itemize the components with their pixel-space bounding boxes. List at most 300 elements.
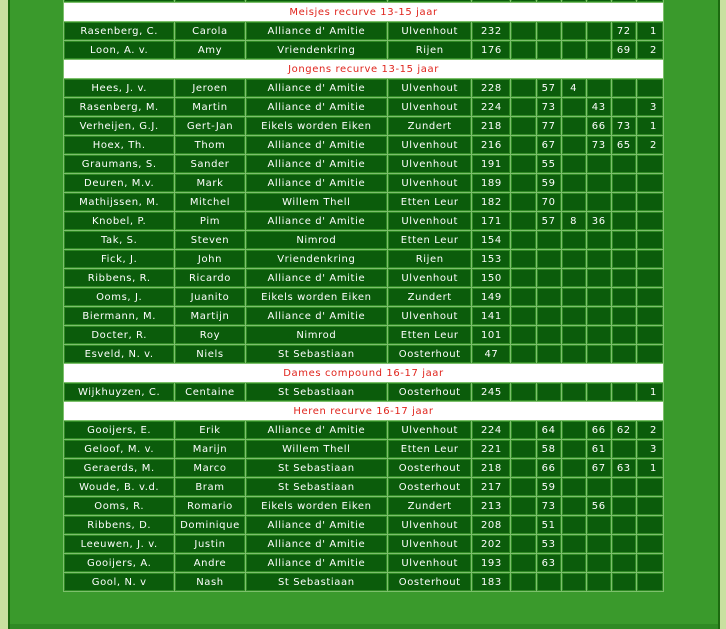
cell-place: Ulvenhout bbox=[388, 155, 471, 173]
cell-score-3 bbox=[562, 41, 586, 59]
cell-score-3 bbox=[562, 573, 586, 591]
cell-club: St Sebastiaan bbox=[246, 383, 387, 401]
cell-total: 149 bbox=[472, 288, 510, 306]
cell-name: Verheijen, G.J. bbox=[64, 117, 174, 135]
table-row bbox=[64, 22, 663, 40]
cell-score-5 bbox=[612, 497, 636, 515]
cell-position bbox=[637, 174, 663, 192]
cell-club: Nimrod bbox=[246, 326, 387, 344]
cell-club: Eikels worden Eiken bbox=[246, 117, 387, 135]
cell-score-1 bbox=[511, 22, 535, 40]
cell-club: Alliance d' Amitie bbox=[246, 22, 387, 40]
table-row bbox=[64, 459, 663, 477]
cell-place: Oosterhout bbox=[388, 383, 471, 401]
cell-first-name: Roy bbox=[175, 326, 244, 344]
cell-score-3 bbox=[562, 535, 586, 553]
cell-score-5: 73 bbox=[612, 117, 636, 135]
cell-score-5 bbox=[612, 573, 636, 591]
cell-name: Ribbens, R. bbox=[64, 269, 174, 287]
cell-score-3 bbox=[562, 117, 586, 135]
cell-score-2: 64 bbox=[537, 421, 561, 439]
cell-first-name: Romario bbox=[175, 497, 244, 515]
table-row bbox=[64, 326, 663, 344]
cell-total: 228 bbox=[472, 79, 510, 97]
cell-position: 1 bbox=[637, 117, 663, 135]
cell-score-3 bbox=[562, 478, 586, 496]
cell-club: Alliance d' Amitie bbox=[246, 516, 387, 534]
cell-score-1 bbox=[511, 345, 535, 363]
cell-score-1 bbox=[511, 136, 535, 154]
cell-position: 1 bbox=[637, 22, 663, 40]
cell-score-3 bbox=[562, 155, 586, 173]
cell-score-5 bbox=[612, 307, 636, 325]
cell-position bbox=[637, 193, 663, 211]
cell-score-1 bbox=[511, 478, 535, 496]
cell-name: Esveld, N. v. bbox=[64, 345, 174, 363]
cell-club: Alliance d' Amitie bbox=[246, 421, 387, 439]
cell-score-4: 61 bbox=[587, 440, 611, 458]
cell-position bbox=[637, 516, 663, 534]
cell-name: Wijkhuyzen, C. bbox=[64, 383, 174, 401]
cell-position bbox=[637, 535, 663, 553]
cell-total: 150 bbox=[472, 269, 510, 287]
cell-score-2: 58 bbox=[537, 440, 561, 458]
table-row bbox=[64, 79, 663, 97]
cell-place: Zundert bbox=[388, 497, 471, 515]
cell-total: 183 bbox=[472, 573, 510, 591]
cell-position bbox=[637, 79, 663, 97]
cell-place: Ulvenhout bbox=[388, 421, 471, 439]
cell-name: Geloof, M. v. bbox=[64, 440, 174, 458]
cell-first-name: Niels bbox=[175, 345, 244, 363]
cell-score-5 bbox=[612, 516, 636, 534]
cell-score-4 bbox=[587, 345, 611, 363]
cell-total: 216 bbox=[472, 136, 510, 154]
cell-first-name: Mark bbox=[175, 174, 244, 192]
cell-first-name: Amy bbox=[175, 41, 244, 59]
cell-score-1 bbox=[511, 79, 535, 97]
cell-score-1 bbox=[511, 250, 535, 268]
cell-club: St Sebastiaan bbox=[246, 345, 387, 363]
cell-name: Loon, A. v. bbox=[64, 41, 174, 59]
cell-score-4 bbox=[587, 79, 611, 97]
table-row bbox=[64, 307, 663, 325]
cell-total: 224 bbox=[472, 98, 510, 116]
cell-place: Rijen bbox=[388, 41, 471, 59]
frame-edge-left bbox=[0, 0, 8, 629]
cell-score-2 bbox=[537, 383, 561, 401]
section-header-row bbox=[64, 402, 663, 420]
cell-score-2 bbox=[537, 41, 561, 59]
cell-score-3 bbox=[562, 174, 586, 192]
cell-first-name: Andre bbox=[175, 554, 244, 572]
cell-score-4: 66 bbox=[587, 421, 611, 439]
cell-score-1 bbox=[511, 554, 535, 572]
cell-position bbox=[637, 250, 663, 268]
table-row bbox=[64, 155, 663, 173]
cell-club: Alliance d' Amitie bbox=[246, 269, 387, 287]
cell-score-4 bbox=[587, 383, 611, 401]
cell-club: Eikels worden Eiken bbox=[246, 497, 387, 515]
cell-place: Ulvenhout bbox=[388, 307, 471, 325]
table-row bbox=[64, 250, 663, 268]
cell-first-name: Dominique bbox=[175, 516, 244, 534]
cell-position bbox=[637, 155, 663, 173]
cell-position: 3 bbox=[637, 98, 663, 116]
cell-position bbox=[637, 288, 663, 306]
cell-name: Hees, J. v. bbox=[64, 79, 174, 97]
cell-score-3 bbox=[562, 326, 586, 344]
cell-place: Etten Leur bbox=[388, 193, 471, 211]
cell-total: 232 bbox=[472, 22, 510, 40]
cell-score-4 bbox=[587, 269, 611, 287]
cell-score-5: 69 bbox=[612, 41, 636, 59]
cell-score-1 bbox=[511, 193, 535, 211]
cell-club: Alliance d' Amitie bbox=[246, 98, 387, 116]
table-row bbox=[64, 231, 663, 249]
cell-total: 153 bbox=[472, 250, 510, 268]
cell-score-4: 73 bbox=[587, 136, 611, 154]
cell-first-name: Steven bbox=[175, 231, 244, 249]
cell-score-3 bbox=[562, 193, 586, 211]
cell-name: Mathijssen, M. bbox=[64, 193, 174, 211]
cell-score-2 bbox=[537, 269, 561, 287]
cell-score-3 bbox=[562, 345, 586, 363]
cell-total: 191 bbox=[472, 155, 510, 173]
cell-first-name: Gert-Jan bbox=[175, 117, 244, 135]
cell-score-4 bbox=[587, 535, 611, 553]
cell-score-5 bbox=[612, 212, 636, 230]
cell-score-2 bbox=[537, 307, 561, 325]
cell-score-1 bbox=[511, 573, 535, 591]
cell-total: 141 bbox=[472, 307, 510, 325]
cell-club: Willem Thell bbox=[246, 193, 387, 211]
cell-score-5 bbox=[612, 288, 636, 306]
cell-score-3 bbox=[562, 269, 586, 287]
cell-score-2: 51 bbox=[537, 516, 561, 534]
cell-position: 2 bbox=[637, 41, 663, 59]
cell-score-4 bbox=[587, 250, 611, 268]
cell-score-2: 66 bbox=[537, 459, 561, 477]
cell-total: 245 bbox=[472, 383, 510, 401]
cell-score-4 bbox=[587, 573, 611, 591]
cell-score-4: 67 bbox=[587, 459, 611, 477]
cell-score-2 bbox=[537, 573, 561, 591]
cell-score-5 bbox=[612, 478, 636, 496]
cell-name: Fick, J. bbox=[64, 250, 174, 268]
cell-position: 1 bbox=[637, 383, 663, 401]
table-row bbox=[64, 136, 663, 154]
cell-first-name: Ricardo bbox=[175, 269, 244, 287]
cell-score-4 bbox=[587, 307, 611, 325]
cell-score-5 bbox=[612, 440, 636, 458]
cell-name: Knobel, P. bbox=[64, 212, 174, 230]
cell-total: 213 bbox=[472, 497, 510, 515]
cell-position: 3 bbox=[637, 440, 663, 458]
cell-score-2 bbox=[537, 250, 561, 268]
cell-name: Gooijers, E. bbox=[64, 421, 174, 439]
cell-score-4 bbox=[587, 231, 611, 249]
cell-name: Leeuwen, J. v. bbox=[64, 535, 174, 553]
cell-score-3 bbox=[562, 98, 586, 116]
cell-score-5 bbox=[612, 383, 636, 401]
cell-score-3 bbox=[562, 307, 586, 325]
cell-name: Ooms, R. bbox=[64, 497, 174, 515]
cell-score-2 bbox=[537, 345, 561, 363]
cell-name: Gool, N. v bbox=[64, 573, 174, 591]
cell-score-5 bbox=[612, 231, 636, 249]
cell-position bbox=[637, 554, 663, 572]
cell-score-3: 4 bbox=[562, 79, 586, 97]
cell-club: St Sebastiaan bbox=[246, 459, 387, 477]
cell-club: Alliance d' Amitie bbox=[246, 155, 387, 173]
table-row bbox=[64, 174, 663, 192]
cell-position bbox=[637, 307, 663, 325]
cell-score-2: 67 bbox=[537, 136, 561, 154]
cell-name: Rasenberg, M. bbox=[64, 98, 174, 116]
cell-score-1 bbox=[511, 383, 535, 401]
cell-club: Vriendenkring bbox=[246, 250, 387, 268]
cell-club: Alliance d' Amitie bbox=[246, 79, 387, 97]
cell-club: St Sebastiaan bbox=[246, 573, 387, 591]
table-row bbox=[64, 345, 663, 363]
cell-place: Ulvenhout bbox=[388, 79, 471, 97]
cell-score-1 bbox=[511, 326, 535, 344]
results-body bbox=[64, 0, 663, 591]
table-row bbox=[64, 117, 663, 135]
cell-score-5 bbox=[612, 155, 636, 173]
cell-first-name: Justin bbox=[175, 535, 244, 553]
cell-name: Rasenberg, C. bbox=[64, 22, 174, 40]
cell-club: Nimrod bbox=[246, 231, 387, 249]
cell-score-5 bbox=[612, 250, 636, 268]
cell-position bbox=[637, 212, 663, 230]
cell-score-4 bbox=[587, 554, 611, 572]
cell-score-1 bbox=[511, 307, 535, 325]
cell-name: Hoex, Th. bbox=[64, 136, 174, 154]
cell-place: Ulvenhout bbox=[388, 212, 471, 230]
cell-score-5 bbox=[612, 269, 636, 287]
cell-score-4: 43 bbox=[587, 98, 611, 116]
cell-score-3 bbox=[562, 383, 586, 401]
table-row bbox=[64, 288, 663, 306]
cell-place: Zundert bbox=[388, 288, 471, 306]
cell-score-2: 57 bbox=[537, 212, 561, 230]
cell-club: Alliance d' Amitie bbox=[246, 307, 387, 325]
cell-club: Alliance d' Amitie bbox=[246, 212, 387, 230]
cell-score-2 bbox=[537, 231, 561, 249]
cell-place: Oosterhout bbox=[388, 478, 471, 496]
cell-position: 2 bbox=[637, 421, 663, 439]
cell-score-1 bbox=[511, 41, 535, 59]
cell-total: 47 bbox=[472, 345, 510, 363]
cell-score-2 bbox=[537, 288, 561, 306]
cell-name: Graumans, S. bbox=[64, 155, 174, 173]
cell-total: 182 bbox=[472, 193, 510, 211]
table-row bbox=[64, 440, 663, 458]
cell-place: Rijen bbox=[388, 250, 471, 268]
cell-club: St Sebastiaan bbox=[246, 478, 387, 496]
cell-score-3 bbox=[562, 459, 586, 477]
cell-name: Geraerds, M. bbox=[64, 459, 174, 477]
cell-score-4 bbox=[587, 22, 611, 40]
cell-score-1 bbox=[511, 98, 535, 116]
cell-name: Tak, S. bbox=[64, 231, 174, 249]
cell-score-4 bbox=[587, 41, 611, 59]
cell-score-2: 53 bbox=[537, 535, 561, 553]
cell-first-name: Sander bbox=[175, 155, 244, 173]
cell-place: Ulvenhout bbox=[388, 98, 471, 116]
table-row bbox=[64, 554, 663, 572]
section-header-row bbox=[64, 3, 663, 21]
cell-total: 101 bbox=[472, 326, 510, 344]
cell-score-4: 36 bbox=[587, 212, 611, 230]
cell-name: Gooijers, A. bbox=[64, 554, 174, 572]
cell-score-2: 73 bbox=[537, 497, 561, 515]
cell-score-4: 56 bbox=[587, 497, 611, 515]
table-row bbox=[64, 98, 663, 116]
cell-club: Eikels worden Eiken bbox=[246, 288, 387, 306]
cell-position bbox=[637, 478, 663, 496]
cell-position bbox=[637, 269, 663, 287]
cell-position bbox=[637, 497, 663, 515]
cell-score-5 bbox=[612, 326, 636, 344]
bottom-band bbox=[10, 624, 718, 629]
cell-score-1 bbox=[511, 440, 535, 458]
cell-score-4 bbox=[587, 288, 611, 306]
cell-first-name: Marijn bbox=[175, 440, 244, 458]
cell-place: Etten Leur bbox=[388, 326, 471, 344]
cell-score-3 bbox=[562, 250, 586, 268]
cell-score-1 bbox=[511, 117, 535, 135]
cell-position bbox=[637, 573, 663, 591]
cell-total: 154 bbox=[472, 231, 510, 249]
cell-score-3 bbox=[562, 288, 586, 306]
cell-score-1 bbox=[511, 212, 535, 230]
cell-first-name: Pim bbox=[175, 212, 244, 230]
cell-score-5 bbox=[612, 345, 636, 363]
cell-total: 193 bbox=[472, 554, 510, 572]
cell-score-3 bbox=[562, 497, 586, 515]
cell-score-4 bbox=[587, 174, 611, 192]
cell-score-2: 77 bbox=[537, 117, 561, 135]
table-row bbox=[64, 383, 663, 401]
cell-score-2: 59 bbox=[537, 478, 561, 496]
cell-score-2: 55 bbox=[537, 155, 561, 173]
table-row bbox=[64, 516, 663, 534]
section-title: Dames compound 16-17 jaar bbox=[64, 364, 663, 382]
cell-first-name: Nash bbox=[175, 573, 244, 591]
cell-first-name: Mitchel bbox=[175, 193, 244, 211]
cell-place: Zundert bbox=[388, 117, 471, 135]
cell-score-1 bbox=[511, 497, 535, 515]
cell-total: 217 bbox=[472, 478, 510, 496]
cell-first-name: Juanito bbox=[175, 288, 244, 306]
cell-score-2: 59 bbox=[537, 174, 561, 192]
table-row bbox=[64, 535, 663, 553]
cell-score-4 bbox=[587, 326, 611, 344]
cell-place: Etten Leur bbox=[388, 440, 471, 458]
cell-club: Alliance d' Amitie bbox=[246, 554, 387, 572]
section-title: Jongens recurve 13-15 jaar bbox=[64, 60, 663, 78]
table-top-row bbox=[64, 0, 663, 2]
cell-score-4 bbox=[587, 155, 611, 173]
cell-first-name: Erik bbox=[175, 421, 244, 439]
cell-score-5 bbox=[612, 193, 636, 211]
cell-total: 202 bbox=[472, 535, 510, 553]
cell-score-2: 70 bbox=[537, 193, 561, 211]
cell-total: 218 bbox=[472, 117, 510, 135]
cell-position bbox=[637, 345, 663, 363]
cell-name: Ribbens, D. bbox=[64, 516, 174, 534]
cell-score-5: 72 bbox=[612, 22, 636, 40]
cell-first-name: Marco bbox=[175, 459, 244, 477]
results-table bbox=[63, 0, 664, 592]
cell-place: Ulvenhout bbox=[388, 269, 471, 287]
cell-place: Ulvenhout bbox=[388, 535, 471, 553]
cell-club: Alliance d' Amitie bbox=[246, 535, 387, 553]
cell-score-4 bbox=[587, 516, 611, 534]
cell-club: Vriendenkring bbox=[246, 41, 387, 59]
table-row bbox=[64, 421, 663, 439]
cell-first-name: Centaine bbox=[175, 383, 244, 401]
table-row bbox=[64, 212, 663, 230]
cell-score-1 bbox=[511, 174, 535, 192]
cell-name: Woude, B. v.d. bbox=[64, 478, 174, 496]
cell-place: Ulvenhout bbox=[388, 554, 471, 572]
cell-name: Ooms, J. bbox=[64, 288, 174, 306]
cell-score-1 bbox=[511, 288, 535, 306]
cell-total: 189 bbox=[472, 174, 510, 192]
cell-score-4 bbox=[587, 478, 611, 496]
cell-score-4 bbox=[587, 193, 611, 211]
cell-score-5: 62 bbox=[612, 421, 636, 439]
cell-place: Ulvenhout bbox=[388, 516, 471, 534]
cell-place: Ulvenhout bbox=[388, 22, 471, 40]
cell-first-name: John bbox=[175, 250, 244, 268]
cell-score-2 bbox=[537, 22, 561, 40]
cell-place: Oosterhout bbox=[388, 459, 471, 477]
cell-place: Oosterhout bbox=[388, 573, 471, 591]
cell-score-3 bbox=[562, 231, 586, 249]
cell-score-3: 8 bbox=[562, 212, 586, 230]
cell-score-1 bbox=[511, 231, 535, 249]
cell-score-1 bbox=[511, 421, 535, 439]
cell-score-3 bbox=[562, 22, 586, 40]
cell-club: Alliance d' Amitie bbox=[246, 136, 387, 154]
cell-place: Ulvenhout bbox=[388, 136, 471, 154]
cell-score-5: 65 bbox=[612, 136, 636, 154]
cell-score-4: 66 bbox=[587, 117, 611, 135]
cell-score-5 bbox=[612, 174, 636, 192]
cell-score-1 bbox=[511, 516, 535, 534]
cell-score-5 bbox=[612, 79, 636, 97]
cell-score-5: 63 bbox=[612, 459, 636, 477]
cell-name: Deuren, M.v. bbox=[64, 174, 174, 192]
cell-score-3 bbox=[562, 136, 586, 154]
cell-place: Etten Leur bbox=[388, 231, 471, 249]
cell-place: Oosterhout bbox=[388, 345, 471, 363]
cell-score-3 bbox=[562, 421, 586, 439]
cell-name: Biermann, M. bbox=[64, 307, 174, 325]
cell-score-1 bbox=[511, 535, 535, 553]
cell-place: Ulvenhout bbox=[388, 174, 471, 192]
cell-score-3 bbox=[562, 554, 586, 572]
cell-total: 171 bbox=[472, 212, 510, 230]
section-title: Heren recurve 16-17 jaar bbox=[64, 402, 663, 420]
cell-score-5 bbox=[612, 554, 636, 572]
cell-first-name: Martin bbox=[175, 98, 244, 116]
